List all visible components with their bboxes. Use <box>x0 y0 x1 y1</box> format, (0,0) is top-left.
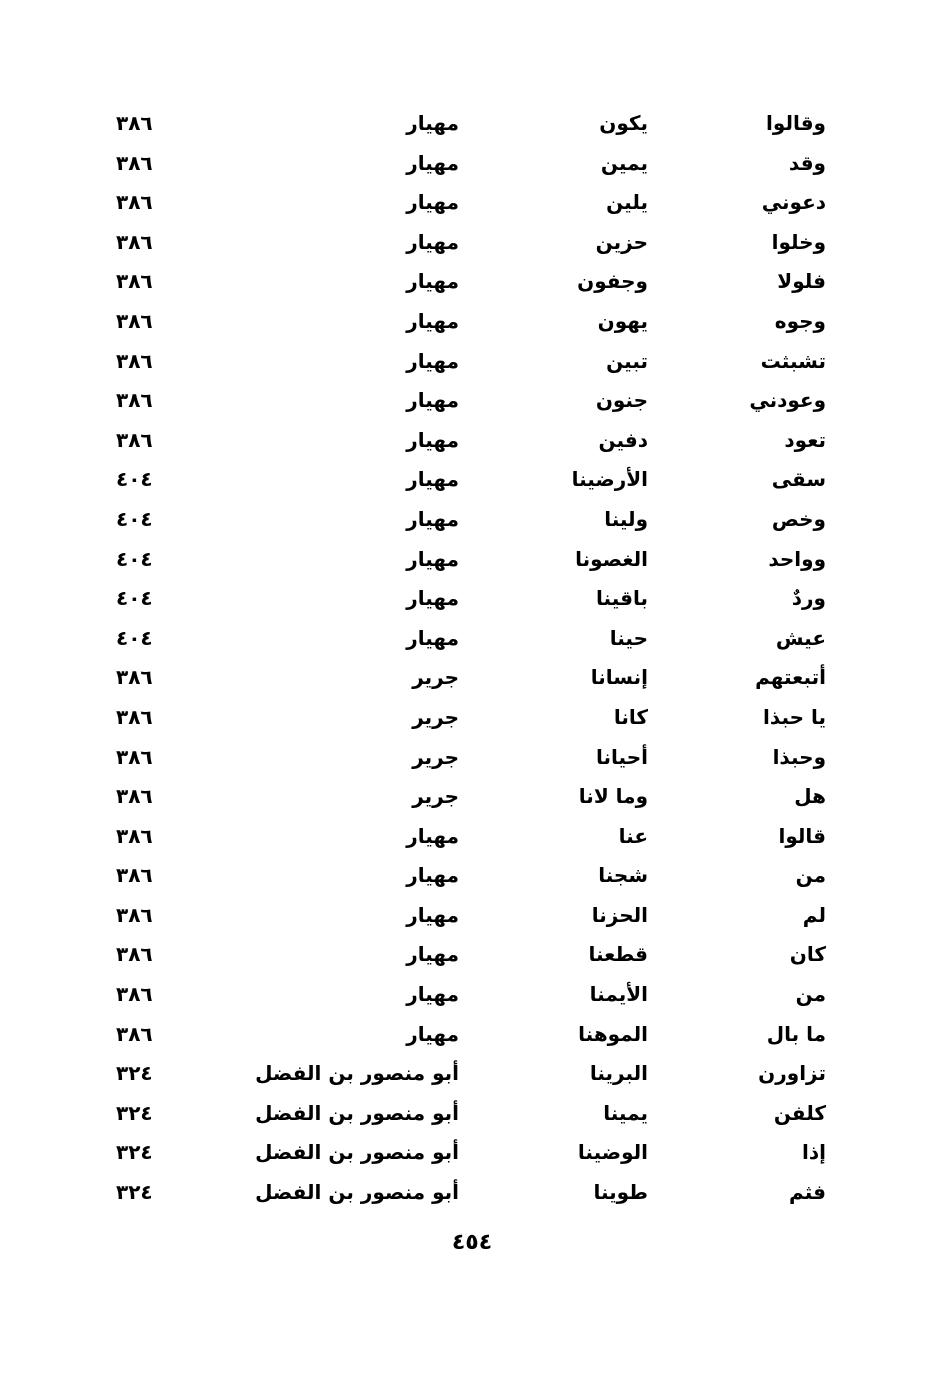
rhyme-word: جنون <box>595 388 648 413</box>
page-reference: ٤٠٤ <box>116 625 153 650</box>
index-row <box>0 817 944 857</box>
poet-name: أبو منصور بن الفضل <box>255 1100 459 1125</box>
verse-first-word: سقى <box>771 467 826 492</box>
rhyme-word: يهون <box>597 308 648 333</box>
poet-name: أبو منصور بن الفضل <box>255 1061 459 1086</box>
index-row <box>0 540 944 580</box>
page-reference: ٣٨٦ <box>116 744 153 769</box>
poet-name: مهيار <box>406 150 459 175</box>
page-reference: ٣٨٦ <box>116 150 153 175</box>
poet-name: مهيار <box>406 863 459 888</box>
index-row <box>0 1173 944 1213</box>
poet-name: مهيار <box>406 586 459 611</box>
rhyme-word: إنسانا <box>590 665 648 690</box>
verse-first-word: تزاورن <box>758 1061 826 1086</box>
index-row <box>0 104 944 144</box>
page-reference: ٣٨٦ <box>116 348 153 373</box>
verse-first-word: قالوا <box>778 823 826 848</box>
poet-name: مهيار <box>406 942 459 967</box>
page-reference: ٣٨٦ <box>116 269 153 294</box>
poet-name: مهيار <box>406 190 459 215</box>
rhyme-word: دفين <box>598 427 648 452</box>
verse-first-word: وخلوا <box>771 229 826 254</box>
verse-first-word: هل <box>794 784 826 809</box>
rhyme-word: ولينا <box>604 506 648 531</box>
rhyme-word: حينا <box>609 625 648 650</box>
index-row <box>0 856 944 896</box>
index-table <box>0 104 944 1213</box>
poet-name: أبو منصور بن الفضل <box>255 1180 459 1205</box>
verse-first-word: فلولا <box>777 269 826 294</box>
verse-first-word: يا حبذا <box>763 704 826 729</box>
verse-first-word: دعوني <box>761 190 826 215</box>
poet-name: مهيار <box>406 506 459 531</box>
poet-name: مهيار <box>406 269 459 294</box>
page-reference: ٤٠٤ <box>116 467 153 492</box>
rhyme-word: الأيمنا <box>589 982 648 1007</box>
poet-name: مهيار <box>406 982 459 1007</box>
index-row <box>0 144 944 184</box>
index-row <box>0 579 944 619</box>
index-row <box>0 460 944 500</box>
index-row <box>0 500 944 540</box>
verse-first-word: تعود <box>784 427 826 452</box>
verse-first-word: ما بال <box>766 1021 826 1046</box>
verse-first-word: وعودني <box>749 388 826 413</box>
rhyme-word: باقينا <box>596 586 648 611</box>
page-number: ٤٥٤ <box>451 1230 493 1255</box>
index-row <box>0 183 944 223</box>
rhyme-word: يمين <box>600 150 648 175</box>
index-row <box>0 223 944 263</box>
index-row <box>0 1054 944 1094</box>
page-reference: ٣٨٦ <box>116 111 153 135</box>
page-reference: ٣٨٦ <box>116 902 153 927</box>
poet-name: أبو منصور بن الفضل <box>255 1140 459 1165</box>
page-reference: ٣٨٦ <box>116 1021 153 1046</box>
poet-name: مهيار <box>406 427 459 452</box>
rhyme-word: قطعنا <box>588 942 648 967</box>
rhyme-word: حزين <box>595 229 648 254</box>
page-reference: ٣٢٤ <box>116 1180 153 1205</box>
verse-first-word: وجوه <box>774 308 826 333</box>
verse-first-word: وقد <box>788 150 826 175</box>
poet-name: مهيار <box>406 546 459 571</box>
poet-name: جرير <box>412 784 459 809</box>
page-reference: ٣٨٦ <box>116 427 153 452</box>
rhyme-word: يلين <box>606 190 648 215</box>
page-reference: ٣٨٦ <box>116 863 153 888</box>
index-row <box>0 302 944 342</box>
index-row <box>0 698 944 738</box>
poet-name: جرير <box>412 665 459 690</box>
rhyme-word: الغصونا <box>575 546 648 571</box>
index-row <box>0 421 944 461</box>
verse-first-word: وحبذا <box>772 744 826 769</box>
index-row <box>0 658 944 698</box>
index-row <box>0 896 944 936</box>
verse-first-word: من <box>795 863 826 888</box>
index-row <box>0 738 944 778</box>
page-reference: ٣٢٤ <box>116 1100 153 1125</box>
page-reference: ٣٨٦ <box>116 704 153 729</box>
verse-first-word: لم <box>802 902 826 927</box>
index-row <box>0 381 944 421</box>
poet-name: مهيار <box>406 308 459 333</box>
page-reference: ٣٨٦ <box>116 308 153 333</box>
index-row <box>0 619 944 659</box>
index-row <box>0 1094 944 1134</box>
poet-name: مهيار <box>406 823 459 848</box>
rhyme-word: عنا <box>618 823 648 848</box>
rhyme-word: شجنا <box>598 863 648 888</box>
poet-name: مهيار <box>406 348 459 373</box>
page-reference: ٤٠٤ <box>116 506 153 531</box>
page-reference: ٤٠٤ <box>116 546 153 571</box>
page-reference: ٣٨٦ <box>116 229 153 254</box>
poet-name: مهيار <box>406 1021 459 1046</box>
verse-first-word: كلفن <box>773 1100 826 1125</box>
index-row <box>0 975 944 1015</box>
page-reference: ٣٢٤ <box>116 1140 153 1165</box>
index-row <box>0 1015 944 1055</box>
rhyme-word: الموهنا <box>578 1021 648 1046</box>
rhyme-word: الأرضينا <box>571 467 648 492</box>
verse-first-word: فثم <box>789 1180 826 1205</box>
verse-first-word: تشبثت <box>760 348 826 373</box>
verse-first-word: وقالوا <box>766 111 826 135</box>
rhyme-word: يكون <box>599 111 648 135</box>
rhyme-word: الوضينا <box>577 1140 648 1165</box>
rhyme-word: يمينا <box>603 1100 648 1125</box>
page-reference: ٤٠٤ <box>116 586 153 611</box>
poet-name: جرير <box>412 704 459 729</box>
poet-name: جرير <box>412 744 459 769</box>
page-reference: ٣٢٤ <box>116 1061 153 1086</box>
verse-first-word: أتبعتهم <box>755 665 826 690</box>
poet-name: مهيار <box>406 111 459 135</box>
verse-first-word: عيش <box>775 625 826 650</box>
verse-first-word: وخص <box>771 506 826 531</box>
index-row <box>0 777 944 817</box>
index-row <box>0 1133 944 1173</box>
page-reference: ٣٨٦ <box>116 982 153 1007</box>
rhyme-word: وجفون <box>577 269 648 294</box>
verse-first-word: وواحد <box>768 546 826 571</box>
rhyme-word: الحزنا <box>591 902 648 927</box>
page-reference: ٣٨٦ <box>116 784 153 809</box>
page-reference: ٣٨٦ <box>116 665 153 690</box>
index-row <box>0 935 944 975</box>
index-row <box>0 342 944 382</box>
verse-first-word: كان <box>789 942 826 967</box>
rhyme-word: كانا <box>613 704 648 729</box>
page-reference: ٣٨٦ <box>116 942 153 967</box>
rhyme-word: البرينا <box>589 1061 648 1086</box>
poet-name: مهيار <box>406 388 459 413</box>
poet-name: مهيار <box>406 625 459 650</box>
page-reference: ٣٨٦ <box>116 823 153 848</box>
rhyme-word: وما لانا <box>578 784 648 809</box>
rhyme-word: تبين <box>606 348 648 373</box>
verse-first-word: إذا <box>802 1140 826 1165</box>
poet-name: مهيار <box>406 467 459 492</box>
page-reference: ٣٨٦ <box>116 388 153 413</box>
index-row <box>0 262 944 302</box>
poet-name: مهيار <box>406 902 459 927</box>
page-reference: ٣٨٦ <box>116 190 153 215</box>
poet-name: مهيار <box>406 229 459 254</box>
verse-first-word: من <box>795 982 826 1007</box>
verse-first-word: وردٌ <box>791 586 826 611</box>
rhyme-word: أحيانا <box>596 744 648 769</box>
rhyme-word: طوينا <box>593 1180 648 1205</box>
